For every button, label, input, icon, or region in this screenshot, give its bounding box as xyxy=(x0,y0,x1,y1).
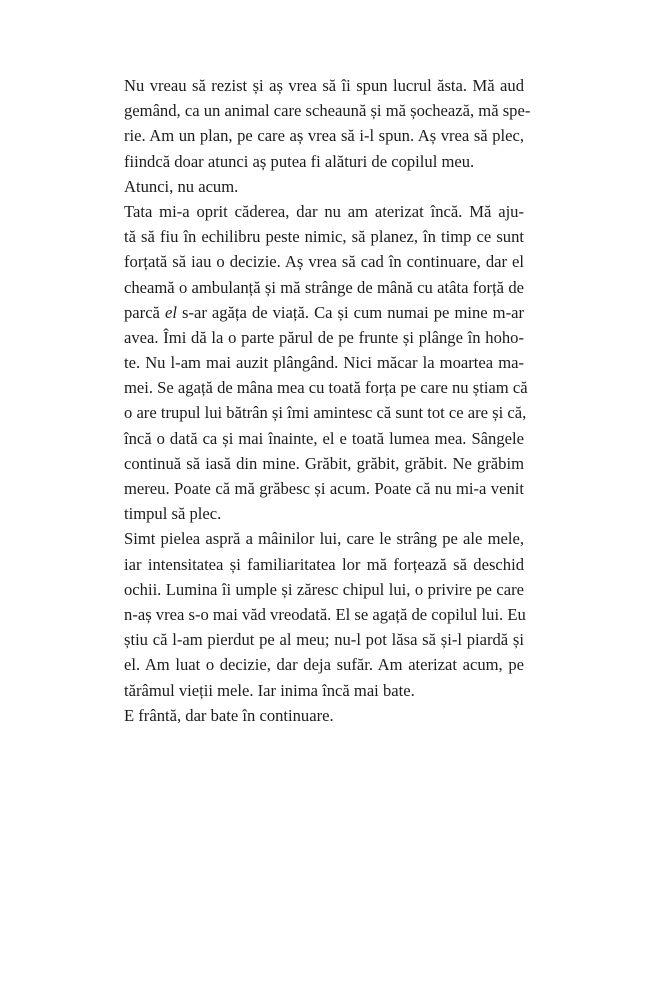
text-line: parcă el s-ar agăța de viață. Ca și cum numai pe mine m-ar xyxy=(124,302,525,322)
text-line: Nu vreau să rezist și aș vrea să îi spun lucrul ăsta. Mă aud xyxy=(124,76,524,95)
paragraph xyxy=(124,199,528,526)
text-line: te. Nu l-am mai auzit plângând. Nici măcar la moartea ma- xyxy=(124,353,524,373)
paragraph xyxy=(124,73,531,174)
text-line: timpul să plec. xyxy=(124,504,222,524)
text-line: cheamă o ambulanță și mă strânge de mână cu atâta forță de xyxy=(124,277,524,297)
text-line: Atunci, nu acum. xyxy=(124,176,239,196)
text-line: știu că l-am pierdut pe al meu; nu-l pot lăsa să și-l piardă și xyxy=(124,630,524,650)
text-line: tărâmul vieții mele. Iar inima încă mai bate. xyxy=(124,680,415,700)
paragraph xyxy=(124,174,524,199)
text-line: mei. Se agață de mâna mea cu toată forța pe care nu știam că xyxy=(124,378,528,398)
paragraph xyxy=(124,703,524,728)
text-line: mereu. Poate că mă grăbesc și acum. Poate că nu mi-a venit xyxy=(124,479,524,498)
text-line: gemând, ca un animal care scheaună și mă șochează, mă spe- xyxy=(124,101,531,121)
text-line: E frântă, dar bate în continuare. xyxy=(124,705,334,725)
text-line: ochii. Lumina îi umple și zăresc chipul lui, o privire pe care xyxy=(124,579,524,599)
paragraph xyxy=(124,526,524,702)
body-text xyxy=(124,73,531,728)
text-line: forțată să iau o decizie. Aș vrea să cad în continuare, dar el xyxy=(124,252,524,272)
text-line: o are trupul lui bătrân și îmi amintesc că sunt tot ce are și că, xyxy=(124,403,527,423)
text-line: iar intensitatea și familiaritatea lor mă forțează să deschid xyxy=(124,554,524,574)
text-line: tă să fiu în echilibru peste nimic, să planez, în timp ce sunt xyxy=(124,227,524,247)
text-line: avea. Îmi dă la o parte părul de pe frunte și plânge în hoho- xyxy=(124,327,524,347)
text-line: Tata mi-a oprit căderea, dar nu am aterizat încă. Mă aju- xyxy=(124,201,524,221)
text-line: Simt pielea aspră a mâinilor lui, care le strâng pe ale mele, xyxy=(124,529,524,549)
text-line: fiindcă doar atunci aș putea fi alături de copilul meu. xyxy=(124,151,475,171)
emphasis-text: el xyxy=(164,302,177,322)
text-line: n-aș vrea s-o mai văd vreodată. El se agață de copilul lui. Eu xyxy=(124,604,526,624)
text-line: el. Am luat o decizie, dar deja sufăr. Am aterizat acum, pe xyxy=(124,655,524,675)
text-line: rie. Am un plan, pe care aș vrea să i-l spun. Aș vrea să plec, xyxy=(124,126,524,146)
text-line: încă o dată ca și mai înainte, el e toată lumea mea. Sângele xyxy=(124,428,524,448)
text-line: continuă să iasă din mine. Grăbit, grăbit, grăbit. Ne grăbim xyxy=(124,453,524,473)
